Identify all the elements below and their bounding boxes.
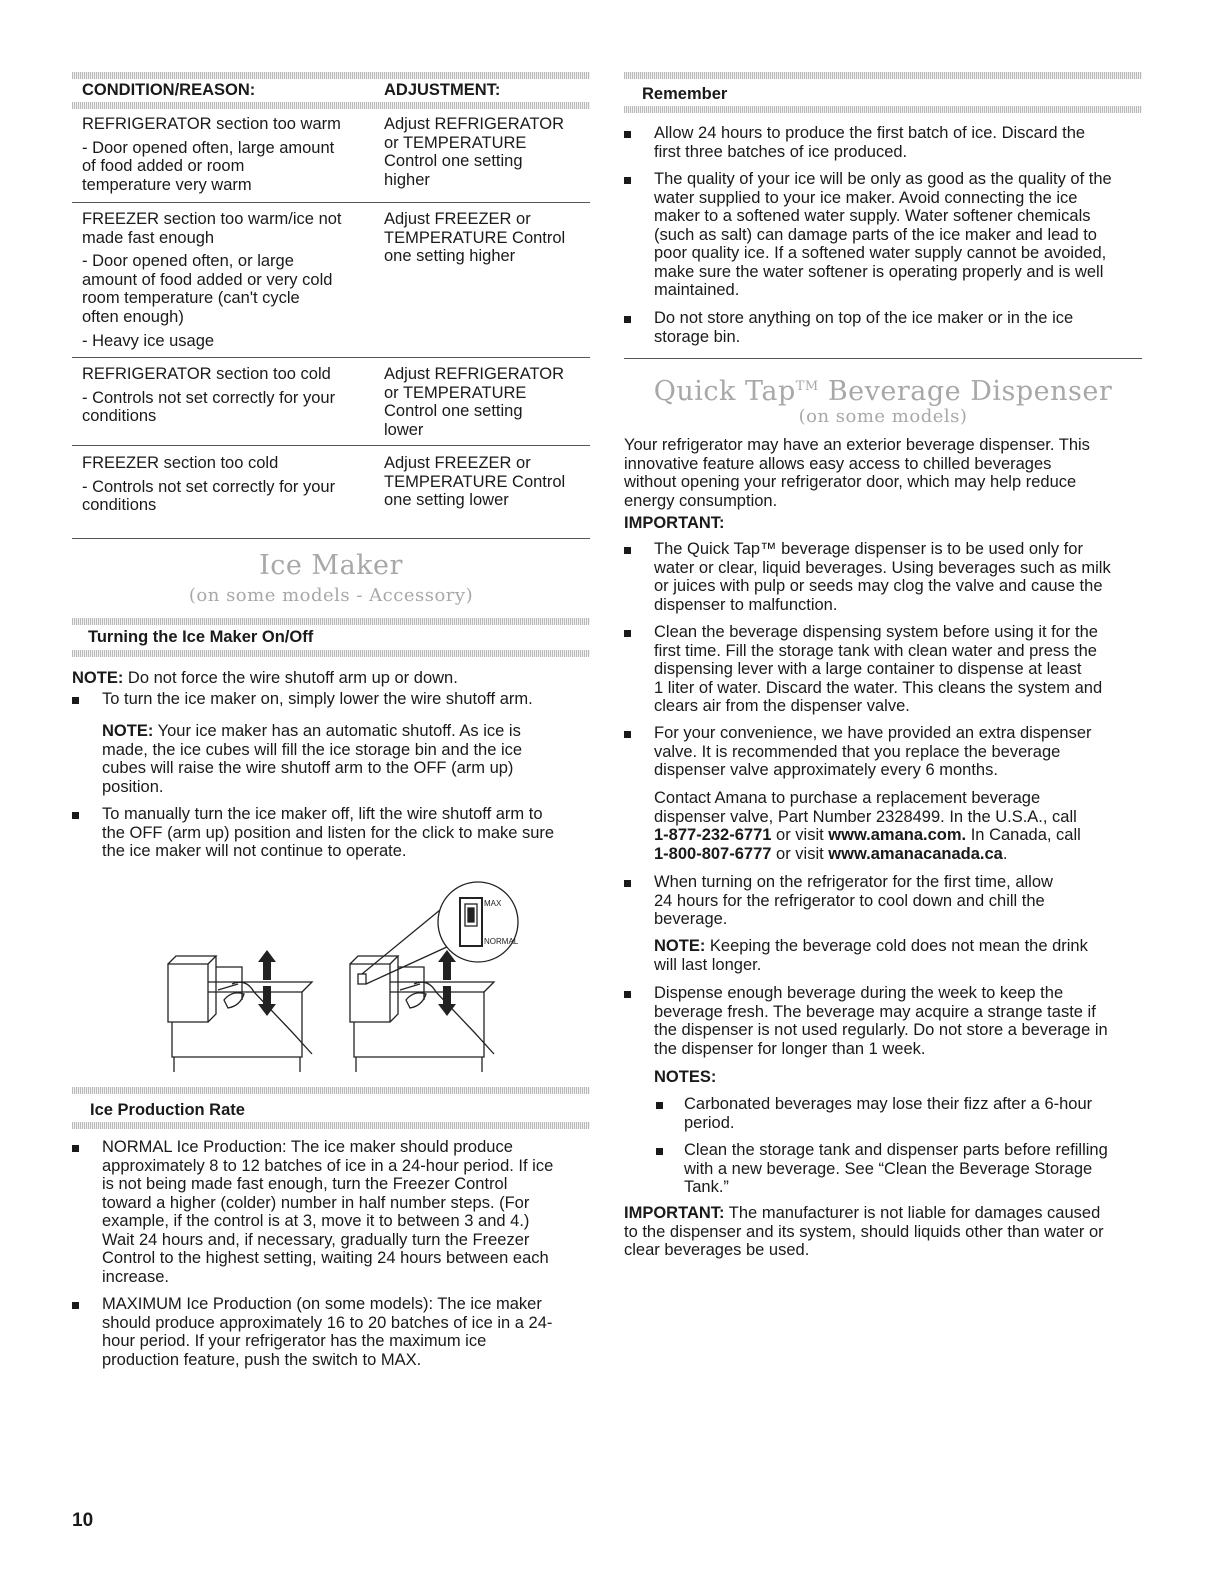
bullet-icon <box>624 880 631 887</box>
bullet-icon <box>624 991 631 998</box>
ice-maker-bullet-2: To manually turn the ice maker off, lift the wire shutoff arm to the OFF (arm up) position and listen for the click to make sure the ice maker will not continue to operate. <box>102 805 555 860</box>
website-canada-link[interactable]: www.amanacanada.ca <box>828 844 1003 863</box>
notes-bullet-1: Carbonated beverages may lose their fizz after a 6-hour period. <box>684 1095 1093 1132</box>
contact-info: Contact Amana to purchase a replacement beverage dispenser valve, Part Number 2328499. In the U.S.A., call 1-877-232-6771 or visit www.amana.com. In Canada, call 1-800-807-6777 or visit www.amanacanada.ca. <box>654 789 1081 863</box>
table-row-3-condition: REFRIGERATOR section too cold - Controls not set correctly for your conditions <box>82 365 336 425</box>
bullet-icon <box>656 1102 663 1109</box>
table-bottom-rule <box>72 538 590 539</box>
website-us-link[interactable]: www.amana.com. <box>828 826 967 844</box>
bullet-icon <box>72 697 79 704</box>
normal-label: NORMAL <box>484 937 519 946</box>
dispenser-intro: Your refrigerator may have an exterior beverage dispenser. This innovative feature allows easy access to chilled beverages without opening your refrigerator door, which may help reduce energy consumption. <box>624 436 1090 510</box>
table-row-divider <box>72 202 590 203</box>
ice-maker-illustration <box>162 872 592 1072</box>
section-hatch <box>72 618 590 625</box>
rate-heading: Ice Production Rate <box>90 1101 245 1119</box>
dispenser-bullet-5: Dispense enough beverage during the week to keep the beverage fresh. The beverage may acquire a strange taste if the dispenser is not used regularly. Do not store a beverage in the dispenser for longer than 1 week. <box>654 984 1108 1058</box>
dispenser-bullet-1: The Quick Tap™ beverage dispenser is to be used only for water or clear, liquid beverages. Using beverages such as milk or juices with pulp or seeds may clog the valve and cause the dispenser to malfunction. <box>654 540 1111 614</box>
bullet-icon <box>72 812 79 819</box>
rate-bullet-2: MAXIMUM Ice Production (on some models): The ice maker should produce approximately 16 to 20 batches of ice in a 24- hour period. If your refrigerator has the maximum ice production feature, push the switch to MAX. <box>102 1295 553 1369</box>
remember-heading: Remember <box>642 85 728 103</box>
table-top-hatch <box>72 72 590 79</box>
phone-canada: 1-800-807-6777 <box>654 844 772 863</box>
dispenser-bullet-4: When turning on the refrigerator for the first time, allow 24 hours for the refrigerator to cool down and chill the beverage. <box>654 873 1053 928</box>
section-hatch <box>624 106 1142 113</box>
bullet-icon <box>72 1145 79 1152</box>
table-row-2-adjustment: Adjust FREEZER or TEMPERATURE Control one setting higher <box>384 210 566 265</box>
dispenser-bullet-3: For your convenience, we have provided an extra dispenser valve. It is recommended that you replace the beverage dispenser valve approximately every 6 months. <box>654 724 1092 779</box>
ice-maker-bullet-1: To turn the ice maker on, simply lower the wire shutoff arm. <box>102 690 533 708</box>
section-rule <box>624 358 1142 359</box>
ice-maker-note: NOTE: Do not force the wire shutoff arm up or down. <box>72 669 458 687</box>
table-row-4-adjustment: Adjust FREEZER or TEMPERATURE Control one setting lower <box>384 454 566 509</box>
notes-bullet-2: Clean the storage tank and dispenser parts before refilling with a new beverage. See “Clean the Beverage Storage Tank.” <box>684 1141 1108 1196</box>
remember-bullet-2: The quality of your ice will be only as good as the quality of the water supplied to your ice maker. Avoid connecting the ice maker to a softened water supply. Water softener chemicals (such as salt) can damage parts of the ice maker and lead to poor quality ice. If a softened water supply cannot be avoided, make sure the water softener is operating properly and is well maintained. <box>654 170 1112 299</box>
table-row-1-condition: REFRIGERATOR section too warm - Door opened often, large amount of food added or room temperature very warm <box>82 115 341 194</box>
table-row-3-adjustment: Adjust REFRIGERATOR or TEMPERATURE Control one setting lower <box>384 365 565 439</box>
adjustment-header: ADJUSTMENT: <box>384 81 501 99</box>
section-hatch <box>624 72 1142 79</box>
section-hatch <box>72 650 590 657</box>
dispenser-bullet-4-note: NOTE: Keeping the beverage cold does not mean the drink will last longer. <box>654 937 1088 974</box>
phone-us: 1-877-232-6771 <box>654 826 772 844</box>
dispenser-title: Quick Tap™ Beverage Dispenser <box>653 376 1113 407</box>
ice-maker-bullet-1-note: NOTE: Your ice maker has an automatic shutoff. As ice is made, the ice cubes will fill the ice storage bin and the ice cubes will raise the wire shutoff arm to the OFF (arm up) position. <box>102 722 523 796</box>
bullet-icon <box>656 1148 663 1155</box>
ice-maker-title: Ice Maker <box>259 550 403 581</box>
bullet-icon <box>624 316 631 323</box>
bullet-icon <box>72 1302 79 1309</box>
bullet-icon <box>624 177 631 184</box>
condition-header: CONDITION/REASON: <box>82 81 256 99</box>
onoff-heading: Turning the Ice Maker On/Off <box>88 628 314 646</box>
page-number: 10 <box>72 1510 94 1531</box>
remember-bullet-1: Allow 24 hours to produce the first batch of ice. Discard the first three batches of ice produced. <box>654 124 1086 161</box>
table-row-divider <box>72 445 590 446</box>
table-header-hatch <box>72 102 590 109</box>
notes-label: NOTES: <box>654 1068 717 1086</box>
remember-bullet-3: Do not store anything on top of the ice maker or in the ice storage bin. <box>654 309 1074 346</box>
table-row-1-adjustment: Adjust REFRIGERATOR or TEMPERATURE Control one setting higher <box>384 115 565 189</box>
table-row-2-condition: FREEZER section too warm/ice not made fast enough - Door opened often, or large amount of food added or very cold room temperature (can't cycle often enough) - Heavy ice usage <box>82 210 342 350</box>
max-label: MAX <box>484 899 502 908</box>
table-row-divider <box>72 357 590 358</box>
ice-maker-subtitle: (on some models - Accessory) <box>188 585 474 606</box>
rate-bullet-1: NORMAL Ice Production: The ice maker should produce approximately 8 to 12 batches of ice in a 24-hour period. If ice is not being made fast enough, turn the Freezer Control toward a higher (colder) number in half number steps. (For example, if the control is at 3, move it to between 3 and 4.) Wait 24 hours and, if necessary, gradually turn the Freezer Control to the highest setting, waiting 24 hours between each increase. <box>102 1138 554 1286</box>
important-label: IMPORTANT: <box>624 514 725 532</box>
bullet-icon <box>624 731 631 738</box>
table-row-4-condition: FREEZER section too cold - Controls not set correctly for your conditions <box>82 454 336 514</box>
section-hatch <box>72 1087 590 1094</box>
dispenser-subtitle: (on some models) <box>798 406 968 427</box>
final-important: IMPORTANT: The manufacturer is not liable for damages caused to the dispenser and its system, should liquids other than water or clear beverages be used. <box>624 1204 1104 1259</box>
bullet-icon <box>624 131 631 138</box>
dispenser-bullet-2: Clean the beverage dispensing system before using it for the first time. Fill the storage tank with clean water and press the dispensing lever with a large container to dispense at least 1 liter of water. Discard the water. This cleans the system and clears air from the dispenser valve. <box>654 623 1103 715</box>
section-hatch <box>72 1122 590 1129</box>
bullet-icon <box>624 547 631 554</box>
bullet-icon <box>624 630 631 637</box>
